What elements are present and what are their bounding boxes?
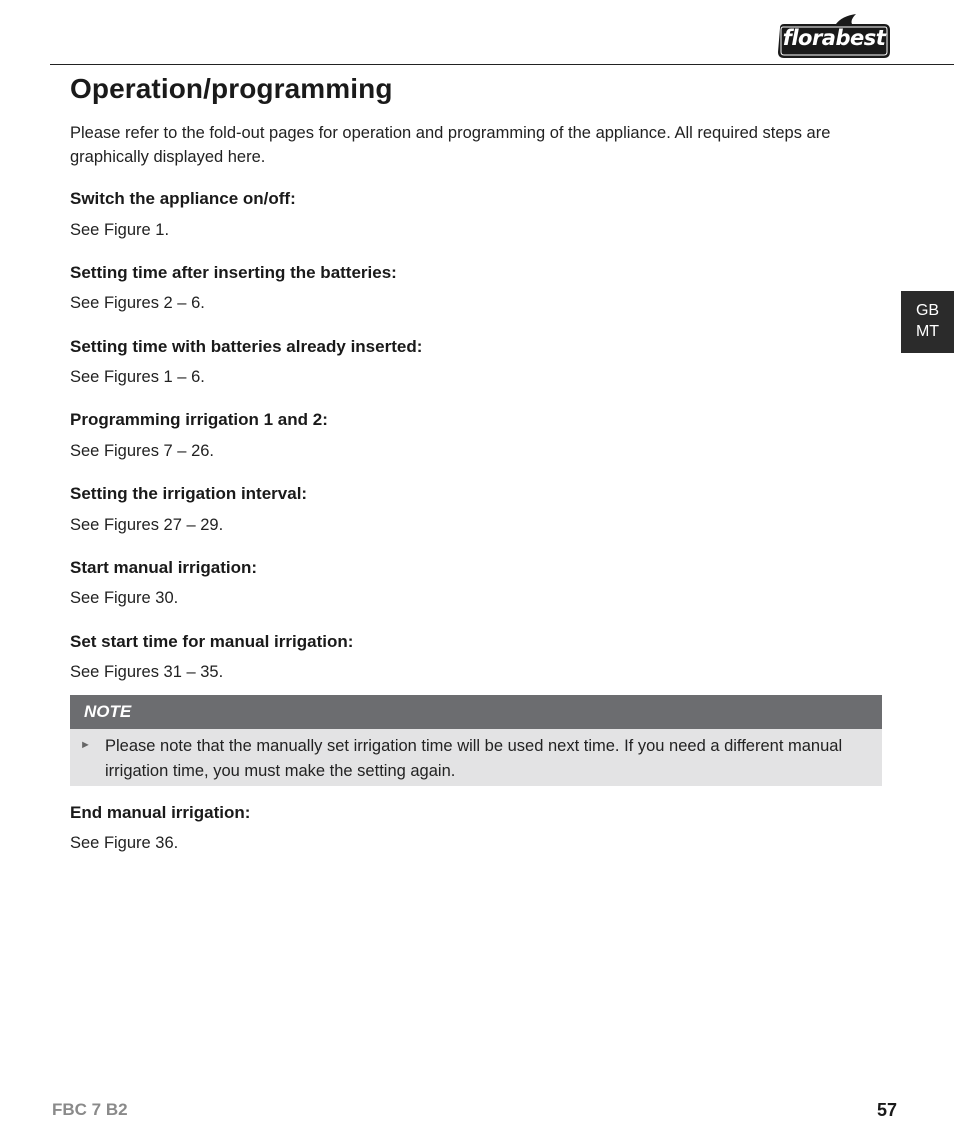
logo-wordmark: florabest	[782, 26, 886, 50]
section-heading: Programming irrigation 1 and 2:	[70, 410, 328, 429]
section-text: See Figures 1 – 6.	[70, 368, 205, 386]
brand-logo	[776, 14, 892, 60]
page-title: Operation/programming	[70, 73, 393, 104]
section-heading: End manual irrigation:	[70, 803, 251, 822]
note-header	[70, 695, 882, 729]
section-heading: Setting time with batteries already inserted:	[70, 337, 423, 356]
triangle-right-icon: ►	[80, 739, 91, 751]
section-heading: Set start time for manual irrigation:	[70, 632, 354, 651]
section-text: See Figure 30.	[70, 589, 179, 607]
language-tab	[901, 291, 954, 353]
section-text: See Figures 7 – 26.	[70, 442, 215, 460]
note-text: Please note that the manually set irrigation time will be used next time. If you need a different manual irrigation time, you must make the setting again.	[105, 737, 843, 780]
section-text: See Figure 1.	[70, 221, 170, 239]
header-rule	[50, 64, 954, 65]
section-text: See Figures 27 – 29.	[70, 516, 224, 534]
section-text: See Figure 36.	[70, 834, 179, 852]
page-number: 57	[877, 1100, 898, 1120]
intro-paragraph: Please refer to the fold-out pages for operation and programming of the appliance. All required steps are graphically displayed here.	[70, 124, 831, 166]
section-heading: Start manual irrigation:	[70, 558, 258, 577]
section-text: See Figures 31 – 35.	[70, 663, 224, 681]
section-heading: Setting the irrigation interval:	[70, 484, 308, 503]
note-label: NOTE	[84, 702, 132, 721]
section-heading: Setting time after inserting the batteries:	[70, 263, 397, 282]
section-heading: Switch the appliance on/off:	[70, 189, 296, 208]
note-box	[70, 695, 882, 786]
lang-code-gb: GB	[915, 302, 940, 319]
lang-code-mt: MT	[915, 323, 940, 340]
footer-model: FBC 7 B2	[52, 1100, 128, 1119]
section-text: See Figures 2 – 6.	[70, 294, 205, 312]
